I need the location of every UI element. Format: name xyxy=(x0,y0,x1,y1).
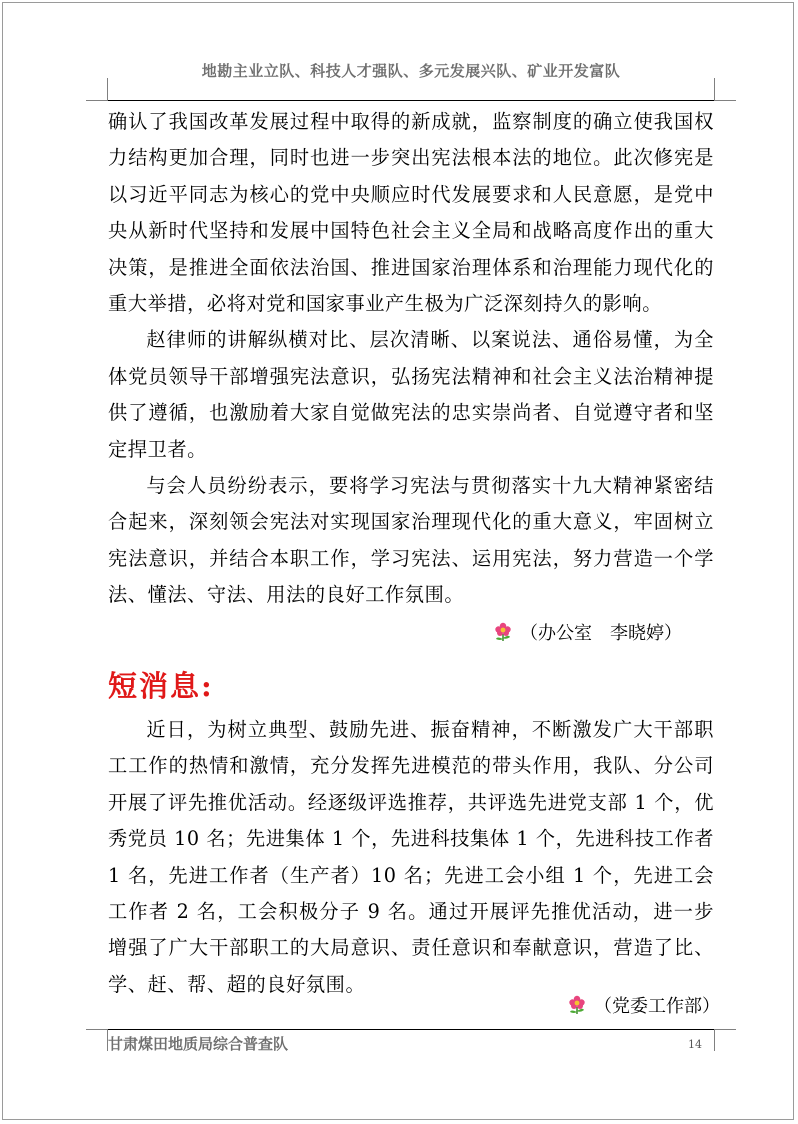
flower-icon xyxy=(566,995,588,1015)
header-rule xyxy=(108,100,714,101)
crop-mark xyxy=(714,1029,736,1030)
crop-mark xyxy=(86,1029,108,1030)
crop-mark xyxy=(714,100,736,101)
footer-organization: 甘肃煤田地质局综合普查队 xyxy=(108,1035,289,1053)
article-paragraph: 赵律师的讲解纵横对比、层次清晰、以案说法、通俗易懂，为全体党员领导干部增强宪法意识，弘扬宪法精神和社会主义法治精神提供了遵循，也激励着大家自觉做宪法的忠实崇尚者、自觉遵守者和坚定捍卫者。 xyxy=(108,328,714,461)
news-body xyxy=(108,712,714,1003)
crop-mark xyxy=(86,100,108,101)
footer-rule xyxy=(108,1029,714,1030)
crop-mark xyxy=(714,78,715,100)
article-signature-text: （办公室 李晓婷） xyxy=(520,623,682,644)
page-header: 地勘主业立队、科技人才强队、多元发展兴队、矿业开发富队 xyxy=(201,62,621,80)
flower-icon xyxy=(492,622,514,642)
article-signature xyxy=(492,622,682,646)
page-number: 14 xyxy=(688,1038,702,1051)
article-paragraph: 确认了我国改革发展过程中取得的新成就，监察制度的确立使我国权力结构更加合理，同时也进一步突出宪法根本法的地位。此次修宪是以习近平同志为核心的党中央顺应时代发展要求和人民意愿，是党中央从新时代坚持和发展中国特色社会主义全局和战略高度作出的重大决策，是推进全面依法治国、推进国家治理体系和治理能力现代化的重大举措，必将对党和国家事业产生极为广泛深刻持久的影响。 xyxy=(108,110,714,316)
article-body xyxy=(108,104,714,614)
crop-mark xyxy=(107,78,108,100)
news-signature xyxy=(566,995,720,1019)
crop-mark xyxy=(714,1029,715,1051)
section-title: 短消息: xyxy=(108,669,214,703)
news-paragraph: 近日，为树立典型、鼓励先进、振奋精神，不断激发广大干部职工工作的热情和激情，充分发挥先进模范的带头作用，我队、分公司开展了评先推优活动。经逐级评选推荐，共评选先进党支部 1 个，优秀党员 10 名；先进集体 1 个，先进科技集体 1 个，先进科技工作者 1 名，先进工作者（生产者）10 名；先进工会小组 1 个，先进工会工作者 2 名，工会积极分子 9 名。通过开展评先推优活动，进一步增强了广大干部职工的大局意识、责任意识和奉献意识，营造了比、学、赶、帮、超的良好氛围。 xyxy=(108,718,714,996)
news-signature-text: （党委工作部） xyxy=(594,996,720,1017)
article-paragraph: 与会人员纷纷表示，要将学习宪法与贯彻落实十九大精神紧密结合起来，深刻领会宪法对实现国家治理现代化的重大意义，牢固树立宪法意识，并结合本职工作，学习宪法、运用宪法，努力营造一个学法、懂法、守法、用法的良好工作氛围。 xyxy=(108,474,714,607)
